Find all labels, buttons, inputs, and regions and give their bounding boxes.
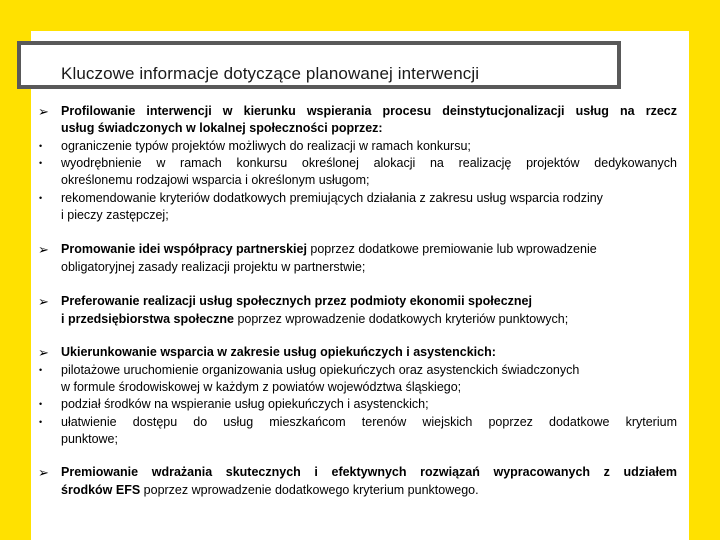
section-3-bold: i przedsiębiorstwa społeczne	[61, 312, 234, 326]
section-5-line-1: Premiowanie wdrażania skutecznych i efektywnych rozwiązań wypracowanych z udziałem	[61, 465, 677, 479]
bullet-icon: •	[39, 365, 43, 375]
section-2-rest: poprzez dodatkowe premiowanie lub wprowadzenie	[306, 242, 597, 256]
arrow-bullet-icon: ➢	[38, 242, 49, 257]
bullet-icon: •	[39, 193, 43, 203]
arrow-bullet-icon: ➢	[38, 104, 49, 119]
section-2-bold: Promowanie idei współpracy partnerskiej	[61, 242, 307, 256]
section-4-item-3-line-1: ułatwienie dostępu do usług mieszkańcom terenów wiejskich poprzez dodatkowe kryterium	[61, 415, 677, 429]
section-2-line-2: obligatoryjnej zasady realizacji projektu w partnerstwie;	[61, 260, 366, 274]
section-1-heading-line-1: Profilowanie interwencji w kierunku wspierania procesu deinstytucjonalizacji usług na rzecz	[61, 104, 677, 118]
bullet-icon: •	[39, 417, 43, 427]
slide-title: Kluczowe informacje dotyczące planowanej interwencji	[61, 64, 480, 83]
section-1-item-2-line-2: określonemu rodzajowi wsparcia i określonym usługom;	[61, 173, 370, 187]
bullet-icon: •	[39, 399, 43, 409]
section-1-heading-line-2: usług świadczonych w lokalnej społeczności poprzez:	[61, 121, 383, 135]
section-4-heading: Ukierunkowanie wsparcia w zakresie usług opiekuńczych i asystenckich:	[61, 345, 496, 359]
bullet-icon: •	[39, 141, 43, 151]
section-4-item-1-line-2: w formule środowiskowej w każdym z powiatów województwa śląskiego;	[61, 380, 462, 394]
section-5-rest: poprzez wprowadzenie dodatkowego kryterium punktowego.	[140, 483, 479, 497]
section-5-line-2	[61, 482, 677, 500]
section-3-line-2	[61, 311, 677, 329]
section-1-item-2-line-1: wyodrębnienie w ramach konkursu określonej alokacji na realizację projektów dedykowanych	[61, 156, 677, 170]
bullet-icon: •	[39, 158, 43, 168]
section-4-item-1-line-1: pilotażowe uruchomienie organizowania usług opiekuńczych oraz asystenckich świadczonych	[61, 363, 580, 377]
section-4-item-2: podział środków na wspieranie usług opiekuńczych i asystenckich;	[61, 397, 429, 411]
arrow-bullet-icon: ➢	[38, 345, 49, 360]
arrow-bullet-icon: ➢	[38, 294, 49, 309]
section-1-item-3-line-1: rekomendowanie kryteriów dodatkowych premiujących działania z zakresu usług wsparcia rodziny	[61, 191, 603, 205]
section-4-item-3-line-2: punktowe;	[61, 432, 118, 446]
section-2-line-1	[61, 241, 677, 259]
section-1-item-1: ograniczenie typów projektów możliwych do realizacji w ramach konkursu;	[61, 139, 471, 153]
section-3-rest: poprzez wprowadzenie dodatkowych kryteriów punktowych;	[233, 312, 569, 326]
section-1-item-3-line-2: i pieczy zastępczej;	[61, 208, 169, 222]
section-3-line-1: Preferowanie realizacji usług społecznych przez podmioty ekonomii społecznej	[61, 294, 532, 308]
arrow-bullet-icon: ➢	[38, 465, 49, 480]
section-5-bold: środków EFS	[61, 483, 141, 497]
